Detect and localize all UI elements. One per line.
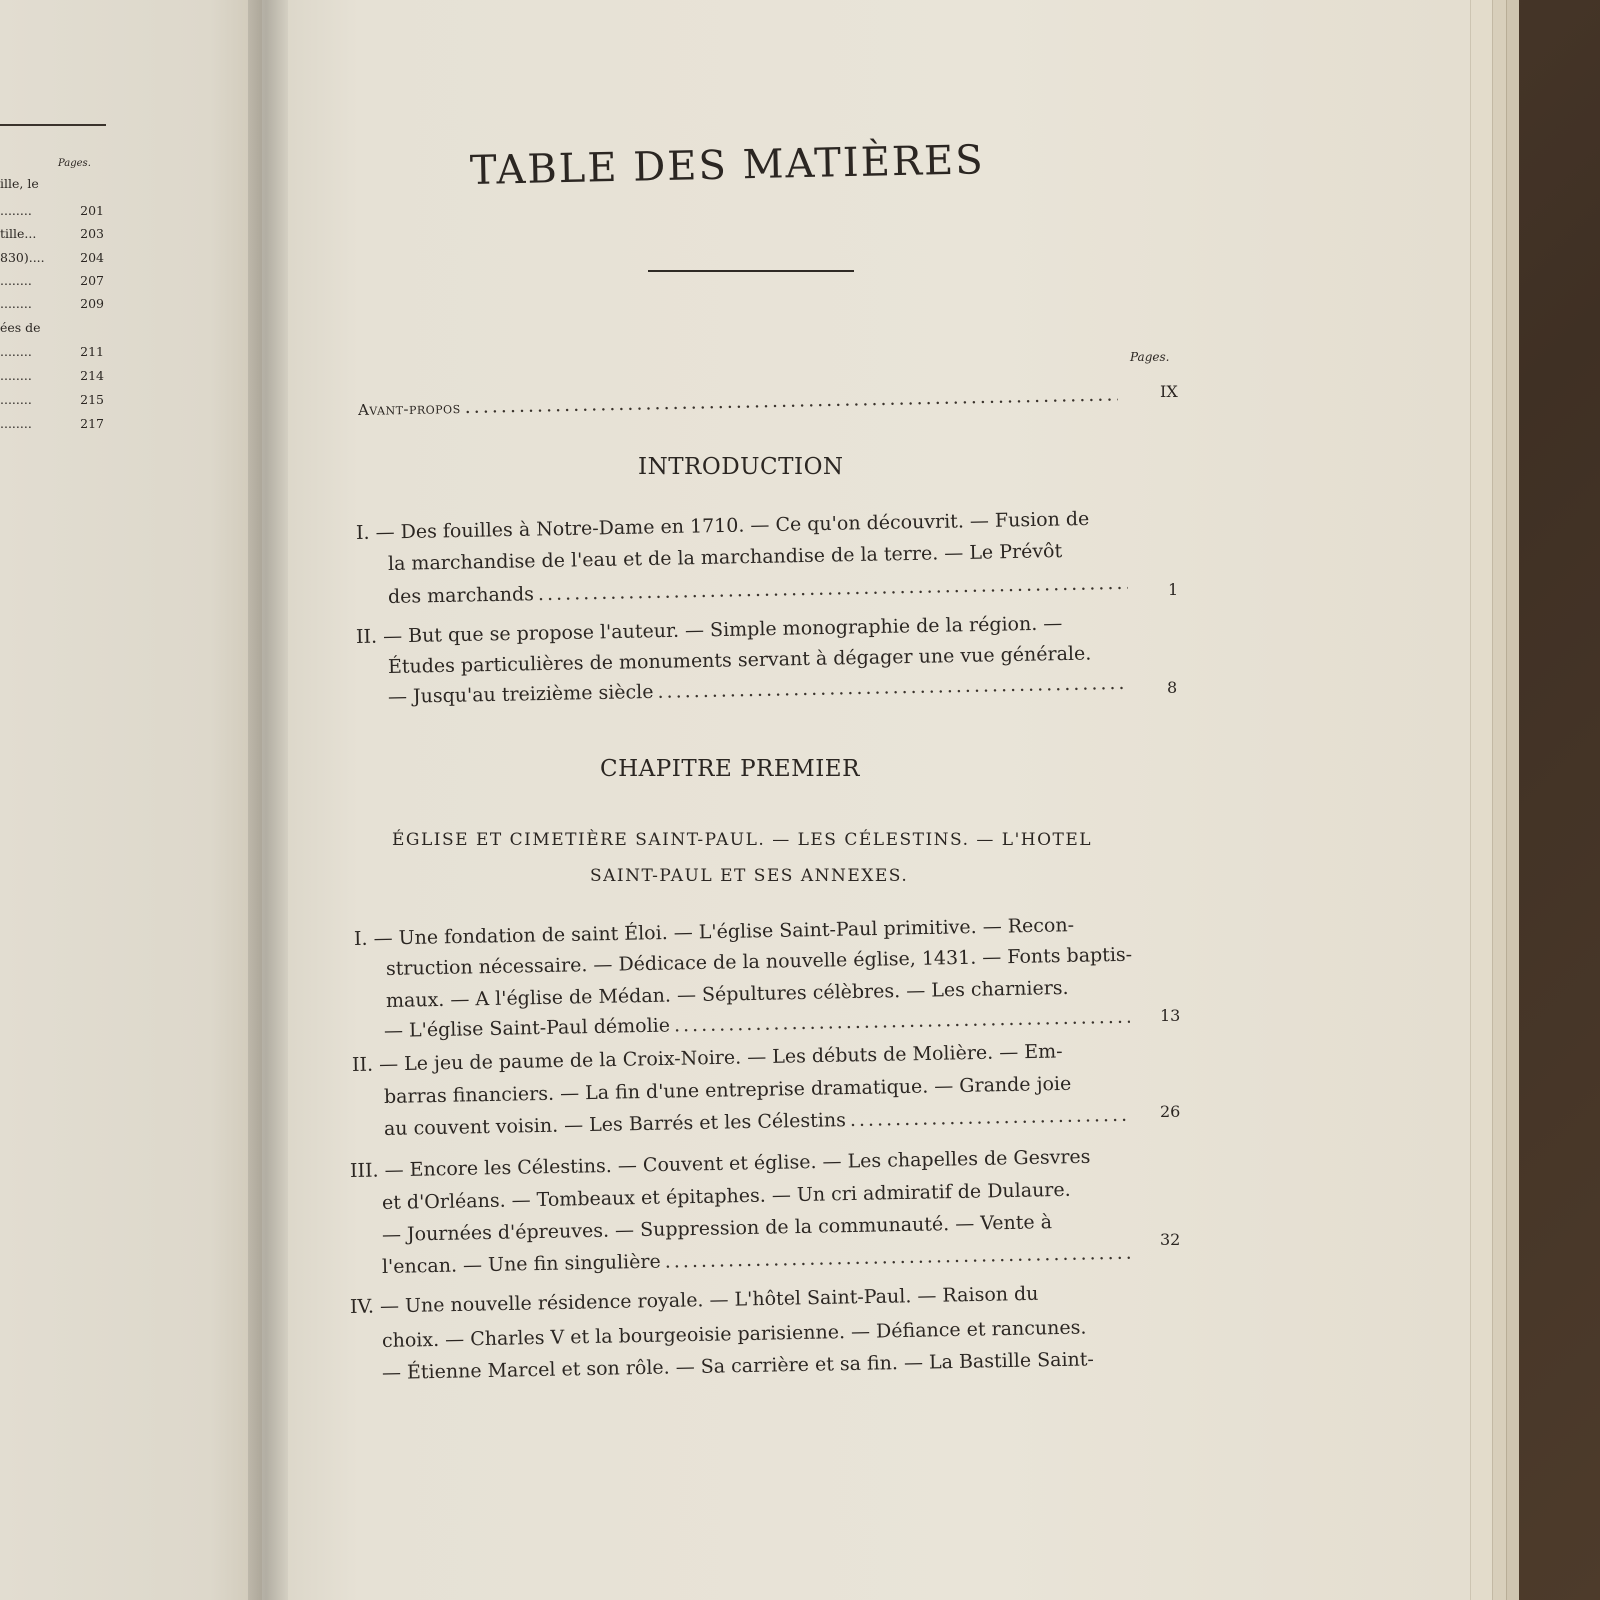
left-toc-page: 204	[80, 250, 104, 265]
toc-entry-text: — Jusqu'au treizième siècle	[387, 680, 654, 708]
toc-entry-text: au couvent voisin. — Les Barrés et les Célestins	[383, 1109, 847, 1140]
chapter-heading: CHAPITRE PREMIER	[600, 756, 860, 782]
left-toc-text: ........	[0, 273, 32, 288]
toc-entry-text: des marchands	[387, 583, 535, 608]
pages-header: Pages.	[1130, 350, 1170, 364]
toc-entry-line: et d'Orléans. — Tombeaux et épitaphes. — Un cri admiratif de Dulaure.	[381, 1178, 1071, 1214]
toc-entry-line: barras financiers. — La fin d'une entreprise dramatique. — Grande joie	[383, 1072, 1072, 1108]
introduction-heading: INTRODUCTION	[638, 454, 844, 480]
toc-entry-line: Études particulières de monuments servant à dégager une vue générale.	[387, 642, 1092, 678]
left-toc-page: 207	[80, 273, 104, 288]
page-edge	[1492, 0, 1507, 1600]
left-toc-text: ées de	[0, 320, 41, 335]
avant-propos-page: IX	[1160, 382, 1178, 401]
left-pages-header: Pages.	[58, 158, 91, 169]
avant-propos-label: Avant-propos	[357, 399, 461, 419]
toc-entry-line: struction nécessaire. — Dédicace de la nouvelle église, 1431. — Fonts baptis-	[385, 943, 1133, 980]
left-toc-page: 211	[80, 344, 104, 359]
left-toc-page: 217	[80, 416, 104, 431]
toc-page-number: 26	[1160, 1102, 1181, 1121]
left-toc-text: ........	[0, 416, 32, 431]
toc-entry-line: — Journées d'épreuves. — Suppression de la communauté. — Vente à	[381, 1211, 1053, 1246]
dot-leader	[850, 1104, 1130, 1131]
toc-page-number: 32	[1160, 1230, 1181, 1249]
left-toc-text: ........	[0, 203, 32, 218]
left-toc-page: 201	[80, 203, 104, 218]
title-rule	[648, 270, 854, 272]
left-toc-page: 209	[80, 296, 104, 311]
chapter-subtitle: ÉGLISE ET CIMETIÈRE SAINT-PAUL. — LES CÉLESTINS. — L'HOTEL	[392, 830, 1093, 850]
toc-entry-line: I. — Des fouilles à Notre-Dame en 1710. — Ce qu'on découvrit. — Fusion de	[355, 507, 1090, 544]
toc-entry-line: la marchandise de l'eau et de la marchandise de la terre. — Le Prévôt	[387, 540, 1063, 575]
toc-entry-text: l'encan. — Une fin singulière	[381, 1250, 661, 1278]
toc-entry-line: choix. — Charles V et la bourgeoisie parisienne. — Défiance et rancunes.	[381, 1316, 1087, 1352]
left-page	[0, 0, 262, 1600]
toc-entry-line: maux. — A l'église de Médan. — Sépultures célèbres. — Les charniers.	[385, 976, 1069, 1012]
toc-entry-line: II. — But que se propose l'auteur. — Simple monographie de la région. —	[355, 612, 1063, 648]
left-toc-page: 215	[80, 392, 104, 407]
left-toc-text: ille, le	[0, 176, 39, 191]
left-toc-text: ........	[0, 296, 32, 311]
left-toc-text: tille...	[0, 226, 37, 241]
toc-entry-line: III. — Encore les Célestins. — Couvent et église. — Les chapelles de Gesvres	[349, 1145, 1091, 1182]
toc-entry-text: — L'église Saint-Paul démolie	[383, 1014, 671, 1042]
book-gutter	[248, 0, 288, 1600]
left-toc-text: 830)....	[0, 250, 45, 265]
left-toc-page: 203	[80, 226, 104, 241]
toc-entry-line: IV. — Une nouvelle résidence royale. — L'hôtel Saint-Paul. — Raison du	[349, 1282, 1039, 1318]
toc-page-number: 13	[1160, 1006, 1181, 1025]
toc-entry-line: I. — Une fondation de saint Éloi. — L'église Saint-Paul primitive. — Recon-	[353, 914, 1075, 950]
page-edge	[1470, 0, 1493, 1600]
chapter-subtitle: SAINT-PAUL ET SES ANNEXES.	[590, 866, 909, 886]
left-page-rule	[0, 124, 106, 126]
left-toc-text: ........	[0, 344, 32, 359]
toc-entry-line: II. — Le jeu de paume de la Croix-Noire. — Les débuts de Molière. — Em-	[351, 1040, 1063, 1076]
left-toc-text: ........	[0, 368, 32, 383]
toc-page-number: 1	[1168, 580, 1179, 599]
toc-page-number: 8	[1167, 678, 1178, 697]
toc-entry-line: — Étienne Marcel et son rôle. — Sa carrière et sa fin. — La Bastille Saint-	[381, 1348, 1095, 1384]
left-toc-text: ........	[0, 392, 32, 407]
page-title: TABLE DES MATIÈRES	[469, 137, 986, 194]
left-toc-page: 214	[80, 368, 104, 383]
page-edge	[1506, 0, 1519, 1600]
